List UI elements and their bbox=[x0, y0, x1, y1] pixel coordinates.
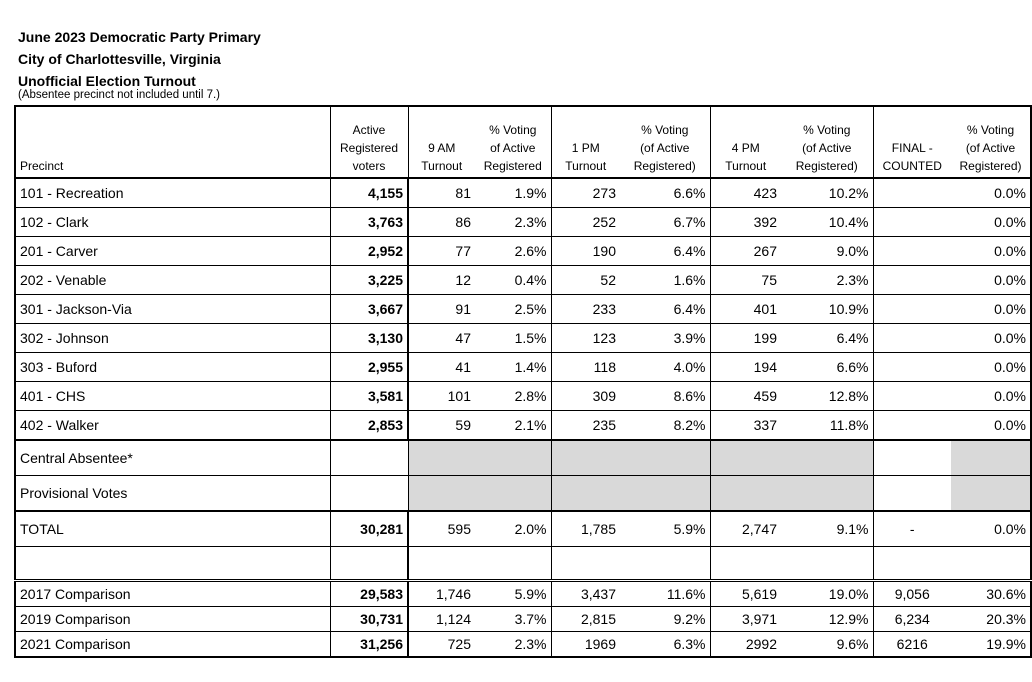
total-final: - bbox=[873, 511, 951, 547]
provisional-active bbox=[330, 476, 408, 512]
turnout-4pm: 75 bbox=[710, 266, 781, 295]
turnout-4pm: 3,971 bbox=[710, 607, 781, 632]
absentee-4pm-shaded bbox=[710, 440, 873, 476]
final-counted: 6,234 bbox=[873, 607, 951, 632]
turnout-1pm: 3,437 bbox=[551, 581, 620, 607]
turnout-9am: 77 bbox=[408, 237, 475, 266]
turnout-4pm: 423 bbox=[710, 178, 781, 208]
precinct-row bbox=[15, 208, 1031, 237]
pct-1pm: 6.6% bbox=[620, 178, 710, 208]
precinct-name: 101 - Recreation bbox=[15, 178, 330, 208]
report-title: June 2023 Democratic Party Primary bbox=[18, 29, 261, 45]
precinct-row bbox=[15, 266, 1031, 295]
spacer-cell bbox=[15, 547, 330, 581]
turnout-9am: 41 bbox=[408, 353, 475, 382]
precinct-row bbox=[15, 411, 1031, 441]
spacer-row bbox=[15, 547, 1031, 581]
active-voters: 2,952 bbox=[330, 237, 408, 266]
header-final-pct: % Voting (of Active Registered) bbox=[951, 106, 1031, 178]
turnout-9am: 1,124 bbox=[408, 607, 475, 632]
precinct-name: 302 - Johnson bbox=[15, 324, 330, 353]
spacer-cell bbox=[551, 547, 620, 581]
provisional-4pm-shaded bbox=[710, 476, 873, 512]
precinct-row bbox=[15, 382, 1031, 411]
provisional-final bbox=[873, 476, 951, 512]
pct-final: 20.3% bbox=[951, 607, 1031, 632]
pct-final: 0.0% bbox=[951, 411, 1031, 441]
active-voters: 29,583 bbox=[330, 581, 408, 607]
provisional-row bbox=[15, 476, 1031, 512]
turnout-1pm: 123 bbox=[551, 324, 620, 353]
precinct-name: 2017 Comparison bbox=[15, 581, 330, 607]
pct-final: 0.0% bbox=[951, 295, 1031, 324]
pct-9am: 2.8% bbox=[475, 382, 551, 411]
pct-4pm: 6.4% bbox=[781, 324, 873, 353]
pct-1pm: 9.2% bbox=[620, 607, 710, 632]
header-1pm-pct: % Voting (of Active Registered) bbox=[620, 106, 710, 178]
header-9am: 9 AM Turnout bbox=[408, 106, 475, 178]
turnout-9am: 91 bbox=[408, 295, 475, 324]
spacer-cell bbox=[781, 547, 873, 581]
pct-final: 30.6% bbox=[951, 581, 1031, 607]
active-voters: 4,155 bbox=[330, 178, 408, 208]
turnout-4pm: 337 bbox=[710, 411, 781, 441]
pct-9am: 1.5% bbox=[475, 324, 551, 353]
spacer-cell bbox=[620, 547, 710, 581]
absentee-final bbox=[873, 440, 951, 476]
turnout-4pm: 267 bbox=[710, 237, 781, 266]
precinct-name: 301 - Jackson-Via bbox=[15, 295, 330, 324]
final-counted: 9,056 bbox=[873, 581, 951, 607]
provisional-9am-shaded bbox=[408, 476, 551, 512]
turnout-1pm: 252 bbox=[551, 208, 620, 237]
comparison-row bbox=[15, 632, 1031, 658]
active-voters: 3,763 bbox=[330, 208, 408, 237]
total-4pm: 2,747 bbox=[710, 511, 781, 547]
pct-final: 0.0% bbox=[951, 382, 1031, 411]
turnout-1pm: 235 bbox=[551, 411, 620, 441]
absentee-9am-shaded bbox=[408, 440, 551, 476]
turnout-1pm: 233 bbox=[551, 295, 620, 324]
pct-4pm: 6.6% bbox=[781, 353, 873, 382]
header-active: Active Registered voters bbox=[330, 106, 408, 178]
precinct-name: 102 - Clark bbox=[15, 208, 330, 237]
turnout-9am: 86 bbox=[408, 208, 475, 237]
precinct-row bbox=[15, 295, 1031, 324]
absentee-1pm-shaded bbox=[551, 440, 710, 476]
final-counted bbox=[873, 411, 951, 441]
total-9am-pct: 2.0% bbox=[475, 511, 551, 547]
header-4pm: 4 PM Turnout bbox=[710, 106, 781, 178]
pct-1pm: 6.7% bbox=[620, 208, 710, 237]
provisional-1pm-shaded bbox=[551, 476, 710, 512]
precinct-row bbox=[15, 178, 1031, 208]
pct-4pm: 10.9% bbox=[781, 295, 873, 324]
turnout-9am: 47 bbox=[408, 324, 475, 353]
turnout-4pm: 194 bbox=[710, 353, 781, 382]
pct-1pm: 1.6% bbox=[620, 266, 710, 295]
final-counted bbox=[873, 208, 951, 237]
spacer-cell bbox=[873, 547, 951, 581]
pct-4pm: 12.8% bbox=[781, 382, 873, 411]
pct-4pm: 12.9% bbox=[781, 607, 873, 632]
pct-1pm: 4.0% bbox=[620, 353, 710, 382]
total-row bbox=[15, 511, 1031, 547]
total-1pm-pct: 5.9% bbox=[620, 511, 710, 547]
pct-4pm: 19.0% bbox=[781, 581, 873, 607]
pct-1pm: 6.3% bbox=[620, 632, 710, 658]
spacer-cell bbox=[710, 547, 781, 581]
total-label: TOTAL bbox=[15, 511, 330, 547]
total-final-pct: 0.0% bbox=[951, 511, 1031, 547]
active-voters: 2,955 bbox=[330, 353, 408, 382]
precinct-name: 2021 Comparison bbox=[15, 632, 330, 658]
header-1pm: 1 PM Turnout bbox=[551, 106, 620, 178]
turnout-4pm: 199 bbox=[710, 324, 781, 353]
pct-1pm: 3.9% bbox=[620, 324, 710, 353]
turnout-4pm: 459 bbox=[710, 382, 781, 411]
turnout-9am: 101 bbox=[408, 382, 475, 411]
pct-final: 0.0% bbox=[951, 324, 1031, 353]
report-subtitle-turnout: Unofficial Election Turnout bbox=[18, 73, 196, 89]
active-voters: 3,225 bbox=[330, 266, 408, 295]
header-final: FINAL - COUNTED bbox=[873, 106, 951, 178]
pct-4pm: 11.8% bbox=[781, 411, 873, 441]
report-header bbox=[18, 26, 261, 102]
pct-final: 19.9% bbox=[951, 632, 1031, 658]
active-voters: 3,581 bbox=[330, 382, 408, 411]
precinct-row bbox=[15, 353, 1031, 382]
turnout-1pm: 190 bbox=[551, 237, 620, 266]
comparison-row bbox=[15, 581, 1031, 607]
pct-9am: 2.3% bbox=[475, 632, 551, 658]
pct-9am: 1.4% bbox=[475, 353, 551, 382]
final-counted bbox=[873, 382, 951, 411]
total-4pm-pct: 9.1% bbox=[781, 511, 873, 547]
turnout-1pm: 1969 bbox=[551, 632, 620, 658]
active-voters: 2,853 bbox=[330, 411, 408, 441]
pct-1pm: 8.6% bbox=[620, 382, 710, 411]
turnout-9am: 1,746 bbox=[408, 581, 475, 607]
pct-final: 0.0% bbox=[951, 178, 1031, 208]
final-counted bbox=[873, 237, 951, 266]
pct-9am: 2.1% bbox=[475, 411, 551, 441]
turnout-4pm: 2992 bbox=[710, 632, 781, 658]
comparison-row bbox=[15, 607, 1031, 632]
turnout-9am: 59 bbox=[408, 411, 475, 441]
provisional-final-pct-shaded bbox=[951, 476, 1031, 512]
final-counted bbox=[873, 266, 951, 295]
pct-9am: 3.7% bbox=[475, 607, 551, 632]
turnout-1pm: 52 bbox=[551, 266, 620, 295]
turnout-1pm: 2,815 bbox=[551, 607, 620, 632]
header-precinct: Precinct bbox=[15, 106, 330, 178]
precinct-row bbox=[15, 324, 1031, 353]
final-counted bbox=[873, 324, 951, 353]
precinct-name: 402 - Walker bbox=[15, 411, 330, 441]
absentee-label: Central Absentee* bbox=[15, 440, 330, 476]
turnout-table bbox=[14, 105, 1032, 658]
precinct-name: 201 - Carver bbox=[15, 237, 330, 266]
active-voters: 31,256 bbox=[330, 632, 408, 658]
final-counted: 6216 bbox=[873, 632, 951, 658]
total-active: 30,281 bbox=[330, 511, 408, 547]
spacer-cell bbox=[951, 547, 1031, 581]
pct-4pm: 10.2% bbox=[781, 178, 873, 208]
final-counted bbox=[873, 295, 951, 324]
turnout-1pm: 118 bbox=[551, 353, 620, 382]
spacer-cell bbox=[408, 547, 475, 581]
report-note: (Absentee precinct not included until 7.) bbox=[18, 89, 221, 101]
turnout-4pm: 392 bbox=[710, 208, 781, 237]
header-9am-pct: % Voting of Active Registered bbox=[475, 106, 551, 178]
turnout-9am: 81 bbox=[408, 178, 475, 208]
precinct-row bbox=[15, 237, 1031, 266]
final-counted bbox=[873, 178, 951, 208]
pct-9am: 5.9% bbox=[475, 581, 551, 607]
spacer-cell bbox=[475, 547, 551, 581]
pct-final: 0.0% bbox=[951, 266, 1031, 295]
spacer-cell bbox=[330, 547, 408, 581]
pct-9am: 2.6% bbox=[475, 237, 551, 266]
pct-4pm: 9.6% bbox=[781, 632, 873, 658]
pct-1pm: 8.2% bbox=[620, 411, 710, 441]
precinct-name: 202 - Venable bbox=[15, 266, 330, 295]
pct-4pm: 2.3% bbox=[781, 266, 873, 295]
header-4pm-pct: % Voting (of Active Registered) bbox=[781, 106, 873, 178]
turnout-9am: 725 bbox=[408, 632, 475, 658]
turnout-4pm: 401 bbox=[710, 295, 781, 324]
turnout-4pm: 5,619 bbox=[710, 581, 781, 607]
active-voters: 30,731 bbox=[330, 607, 408, 632]
active-voters: 3,130 bbox=[330, 324, 408, 353]
turnout-1pm: 273 bbox=[551, 178, 620, 208]
turnout-9am: 12 bbox=[408, 266, 475, 295]
pct-final: 0.0% bbox=[951, 208, 1031, 237]
precinct-name: 2019 Comparison bbox=[15, 607, 330, 632]
comparison-rows bbox=[15, 581, 1031, 658]
precinct-rows bbox=[15, 178, 1031, 440]
pct-9am: 1.9% bbox=[475, 178, 551, 208]
turnout-1pm: 309 bbox=[551, 382, 620, 411]
absentee-final-pct-shaded bbox=[951, 440, 1031, 476]
total-1pm: 1,785 bbox=[551, 511, 620, 547]
total-9am: 595 bbox=[408, 511, 475, 547]
header-row bbox=[15, 106, 1031, 178]
precinct-name: 401 - CHS bbox=[15, 382, 330, 411]
pct-1pm: 6.4% bbox=[620, 295, 710, 324]
pct-1pm: 6.4% bbox=[620, 237, 710, 266]
precinct-name: 303 - Buford bbox=[15, 353, 330, 382]
active-voters: 3,667 bbox=[330, 295, 408, 324]
pct-final: 0.0% bbox=[951, 353, 1031, 382]
pct-9am: 0.4% bbox=[475, 266, 551, 295]
pct-4pm: 10.4% bbox=[781, 208, 873, 237]
absentee-active bbox=[330, 440, 408, 476]
pct-final: 0.0% bbox=[951, 237, 1031, 266]
pct-1pm: 11.6% bbox=[620, 581, 710, 607]
pct-9am: 2.3% bbox=[475, 208, 551, 237]
absentee-row bbox=[15, 440, 1031, 476]
final-counted bbox=[873, 353, 951, 382]
provisional-label: Provisional Votes bbox=[15, 476, 330, 512]
pct-9am: 2.5% bbox=[475, 295, 551, 324]
report-subtitle-city: City of Charlottesville, Virginia bbox=[18, 51, 221, 67]
pct-4pm: 9.0% bbox=[781, 237, 873, 266]
